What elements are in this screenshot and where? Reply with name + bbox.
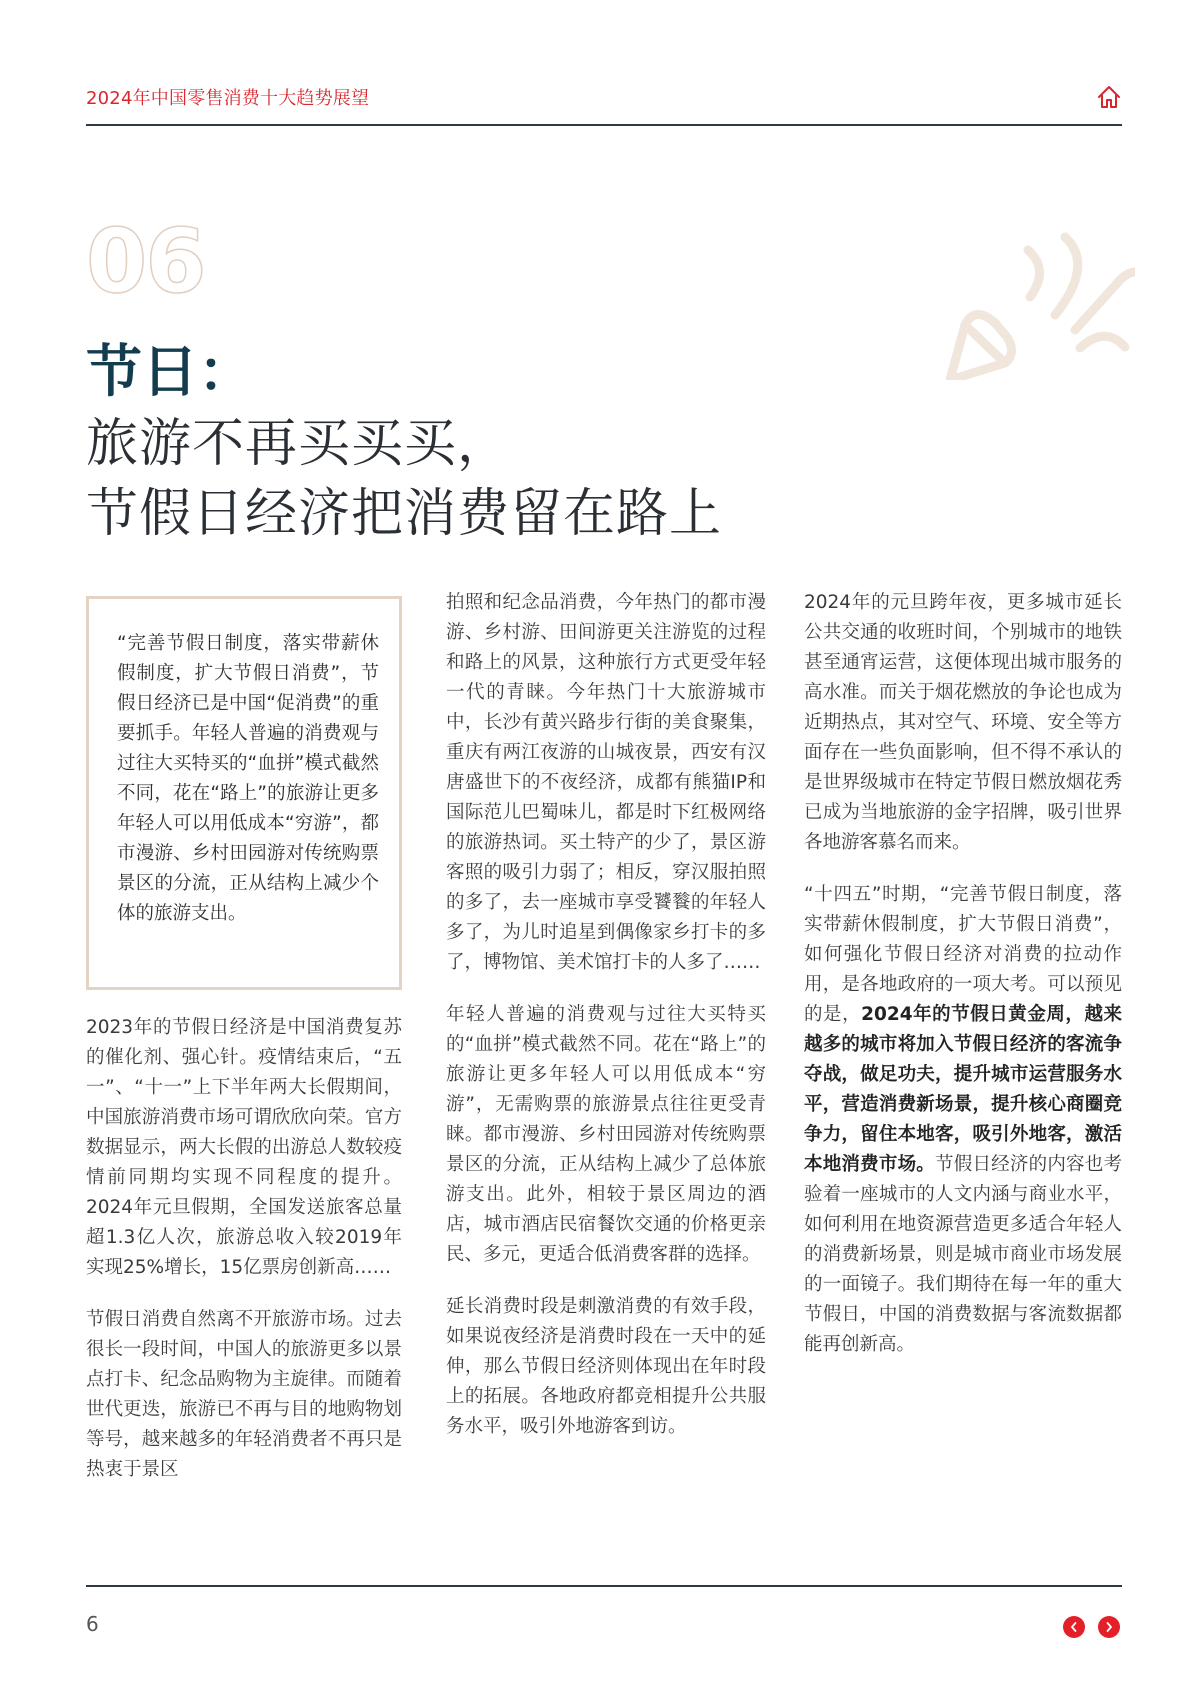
paragraph-text: “十四五”时期，“完善节假日制度，落实带薪休假制度，扩大节假日消费”，如何强化节假日经济对消费的拉动作用，是各地政府的一项大考。可以预见的是，	[804, 884, 1122, 1025]
paragraph: 2023年的节假日经济是中国消费复苏的催化剂、强心针。疫情结束后，“五一”、“十一”上下半年两大长假期间，中国旅游消费市场可谓欣欣向荣。官方数据显示，两大长假的出游总人数较疫情前同期均实现不同程度的提升。2024年元旦假期，全国发送旅客总量超1.3亿人次，旅游总收入较2019年实现25%增长，15亿票房创新高……	[86, 1017, 402, 1278]
chevron-left-icon	[1069, 1621, 1079, 1633]
pull-quote-box	[86, 596, 402, 990]
paragraph-text: 节假日经济的内容也考验着一座城市的人文内涵与商业水平，如何利用在地资源营造更多适合年轻人的消费新场景，则是城市商业市场发展的一面镜子。我们期待在每一年的重大节假日，中国的消费数据与客流数据都能再创新高。	[804, 1154, 1122, 1355]
paragraph: 拍照和纪念品消费，今年热门的都市漫游、乡村游、田间游更关注游览的过程和路上的风景，这种旅行方式更受年轻一代的青睐。今年热门十大旅游城市中，长沙有黄兴路步行街的美食聚集，重庆有两江夜游的山城夜景，西安有汉唐盛世下的不夜经济，成都有熊猫IP和国际范儿巴蜀味儿，都是时下红极网络的旅游热词。买土特产的少了，景区游客照的吸引力弱了；相反，穿汉服拍照的多了，去一座城市享受饕餮的年轻人多了，为儿时追星到偶像家乡打卡的多了，博物馆、美术馆打卡的人多了……	[446, 592, 766, 973]
previous-page-button[interactable]	[1063, 1616, 1085, 1638]
page-number: 6	[86, 1612, 99, 1636]
chapter-number: 06	[86, 210, 205, 313]
body-column-1	[86, 1013, 402, 1507]
page-header	[86, 80, 1122, 126]
party-popper-icon	[935, 205, 1135, 380]
paragraph	[804, 880, 1122, 1360]
paragraph: 节假日消费自然离不开旅游市场。过去很长一段时间，中国人的旅游更多以景点打卡、纪念品购物为主旋律。而随着世代更迭，旅游已不再与目的地购物划等号，越来越多的年轻消费者不再只是热衷于景区	[86, 1309, 402, 1480]
chevron-right-icon	[1104, 1621, 1114, 1633]
highlighted-text: 2024年的节假日黄金周，越来越多的城市将加入节假日经济的客流争夺战，做足功夫，提升城市运营服务水平，营造消费新场景，提升核心商圈竞争力，留住本地客，吸引外地客，激活本地消费市场。	[804, 1004, 1122, 1175]
home-button[interactable]	[1096, 84, 1122, 110]
footer-divider	[86, 1585, 1122, 1587]
home-icon	[1096, 84, 1122, 110]
pull-quote-text: “完善节假日制度，落实带薪休假制度，扩大节假日消费”，节假日经济已是中国“促消费”的重要抓手。年轻人普遍的消费观与过往大买特买的“血拼”模式截然不同，花在“路上”的旅游让更多年轻人可以用低成本“穷游”，都市漫游、乡村田园游对传统购票景区的分流，正从结构上减少个体的旅游支出。	[117, 633, 379, 924]
chapter-subtitle-line-1: 旅游不再买买买，	[86, 414, 511, 474]
paragraph: 延长消费时段是刺激消费的有效手段，如果说夜经济是消费时段在一天中的延伸，那么节假日经济则体现出在年时段上的拓展。各地政府都竞相提升公共服务水平，吸引外地游客到访。	[446, 1296, 766, 1437]
header-divider	[86, 124, 1122, 126]
body-column-2	[446, 588, 766, 1464]
paragraph: 2024年的元旦跨年夜，更多城市延长公共交通的收班时间，个别城市的地铁甚至通宵运营，这便体现出城市服务的高水准。而关于烟花燃放的争论也成为近期热点，其对空气、环境、安全等方面存在一些负面影响，但不得不承认的是世界级城市在特定节假日燃放烟花秀已成为当地旅游的金字招牌，吸引世界各地游客慕名而来。	[804, 592, 1122, 853]
chapter-subtitle-line-2: 节假日经济把消费留在路上	[86, 484, 723, 544]
report-title: 2024年中国零售消费十大趋势展望	[86, 88, 370, 109]
body-column-3	[804, 588, 1122, 1382]
chapter-title-topic: 节日：	[86, 340, 254, 405]
paragraph: 年轻人普遍的消费观与过往大买特买的“血拼”模式截然不同。花在“路上”的旅游让更多年轻人可以用低成本“穷游”，无需购票的旅游景点往往更受青睐。都市漫游、乡村田园游对传统购票景区的分流，正从结构上减少了总体旅游支出。此外，相较于景区周边的酒店，城市酒店民宿餐饮交通的价格更亲民、多元，更适合低消费客群的选择。	[446, 1004, 766, 1265]
next-page-button[interactable]	[1098, 1616, 1120, 1638]
